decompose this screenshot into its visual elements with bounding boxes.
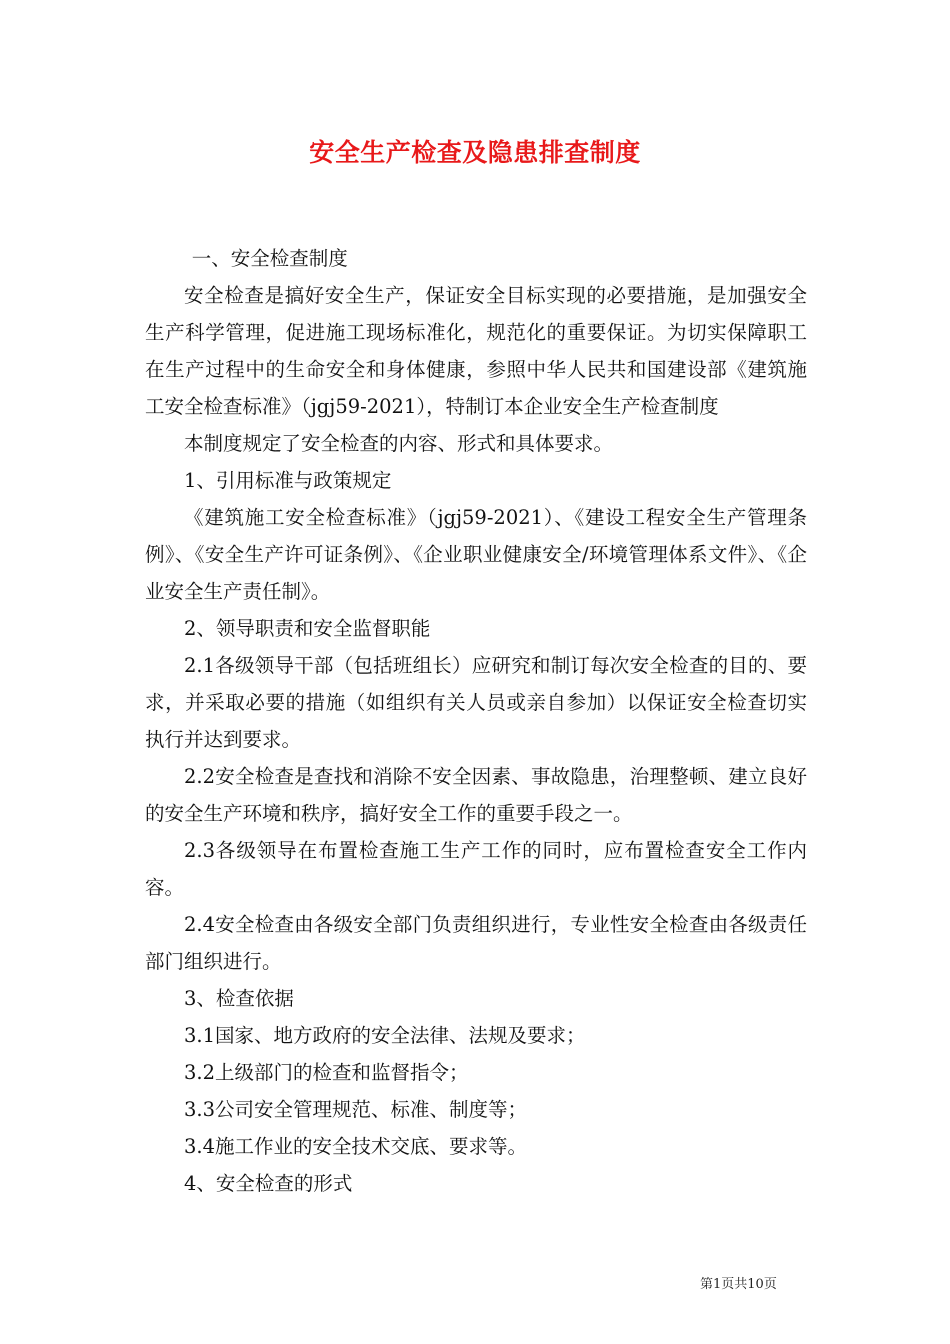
paragraph: 2.1各级领导干部（包括班组长）应研究和制订每次安全检查的目的、要求，并采取必要的措施（如组织有关人员或亲自参加）以保证安全检查切实执行并达到要求。 [145,654,807,751]
subsection-heading: 3、检查依据 [184,987,294,1010]
paragraph: 2.3各级领导在布置检查施工生产工作的同时，应布置检查安全工作内容。 [145,839,807,899]
list-item: 3.2上级部门的检查和监督指令； [184,1061,469,1084]
subsection-heading: 1、引用标准与政策规定 [184,469,392,492]
subsection-heading: 2、领导职责和安全监督职能 [184,617,431,640]
subsection-heading: 4、安全检查的形式 [184,1172,353,1195]
paragraph: 本制度规定了安全检查的内容、形式和具体要求。 [184,432,614,455]
list-item: 3.1国家、地方政府的安全法律、法规及要求； [184,1024,586,1047]
list-item: 3.3公司安全管理规范、标准、制度等； [184,1098,528,1121]
section-heading: 一、安全检查制度 [191,247,348,270]
list-item: 3.4施工作业的安全技术交底、要求等。 [184,1135,528,1158]
document-title: 安全生产检查及隐患排查制度 [309,138,641,167]
paragraph: 安全检查是搞好安全生产，保证安全目标实现的必要措施，是加强安全生产科学管理，促进施工现场标准化，规范化的重要保证。为切实保障职工在生产过程中的生命安全和身体健康，参照中华人民共和国建设部《建筑施工安全检查标准》（jgj59-2021），特制订本企业安全生产检查制度 [145,284,807,418]
paragraph: 2.2安全检查是查找和消除不安全因素、事故隐患，治理整顿、建立良好的安全生产环境和秩序，搞好安全工作的重要手段之一。 [145,765,807,825]
page-number: 第1页共10页 [700,1277,777,1292]
paragraph: 《建筑施工安全检查标准》（jgj59-2021）、《建设工程安全生产管理条例》、《安全生产许可证条例》、《企业职业健康安全/环境管理体系文件》、《企业安全生产责任制》。 [145,506,807,603]
paragraph: 2.4安全检查由各级安全部门负责组织进行，专业性安全检查由各级责任部门组织进行。 [145,913,807,973]
document-body [145,240,807,1202]
